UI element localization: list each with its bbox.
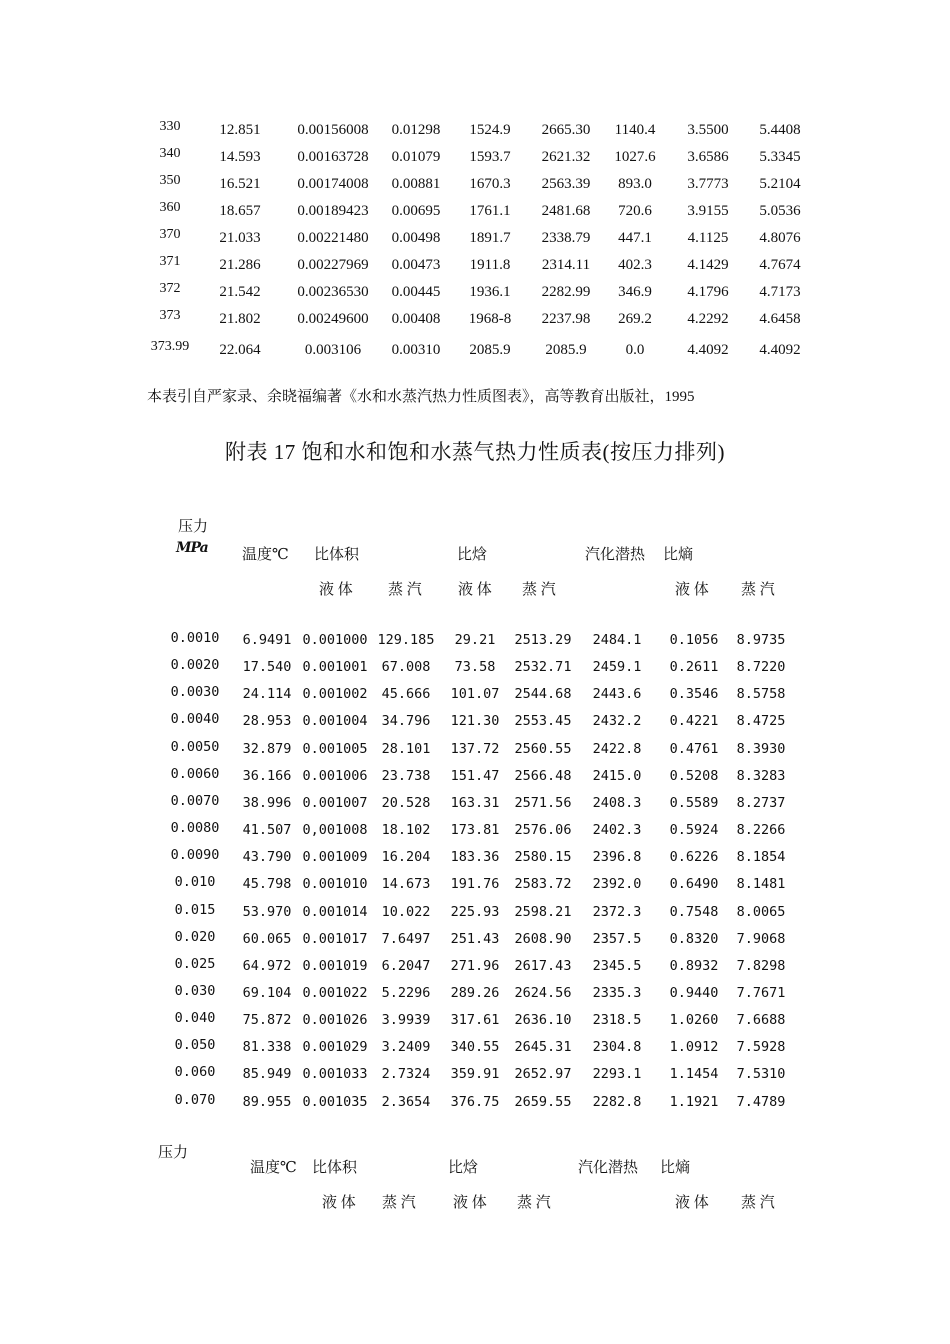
header-temperature: 温度℃	[242, 547, 289, 563]
cell-liquid-enthalpy: 271.96	[450, 958, 500, 974]
cell-pressure: 0.040	[174, 1010, 216, 1026]
cell-liquid-volume: 0.001022	[302, 985, 368, 1001]
cell-vapor-entropy: 8.3930	[736, 741, 786, 757]
cell-vapor-volume: 0.01079	[391, 149, 441, 165]
cell-liquid-entropy: 0.9440	[669, 985, 719, 1001]
cell-liquid-entropy: 0.5924	[669, 822, 719, 838]
cell-temperature: 360	[159, 200, 181, 215]
cell-vapor-volume: 5.2296	[381, 985, 431, 1001]
cell-vapor-volume: 0.00445	[391, 284, 441, 300]
cell-pressure: 0.0070	[170, 793, 220, 809]
cell-vapor-enthalpy: 2532.71	[514, 659, 572, 675]
header-entropy: 比熵	[660, 1160, 691, 1176]
cell-latent-heat: 2408.3	[592, 795, 642, 811]
cell-vapor-enthalpy: 2481.68	[541, 203, 591, 219]
cell-latent-heat: 0.0	[625, 342, 645, 358]
cell-pressure: 0.025	[174, 956, 216, 972]
cell-temperature: 75.872	[242, 1012, 292, 1028]
cell-vapor-entropy: 4.6458	[759, 311, 801, 327]
cell-temperature: 370	[159, 227, 181, 242]
cell-vapor-volume: 3.2409	[381, 1039, 431, 1055]
cell-liquid-enthalpy: 359.91	[450, 1066, 500, 1082]
cell-liquid-entropy: 0.7548	[669, 904, 719, 920]
cell-pressure: 16.521	[219, 176, 261, 192]
cell-pressure: 0.0010	[170, 630, 220, 646]
cell-liquid-volume: 0.001002	[302, 686, 368, 702]
cell-latent-heat: 2432.2	[592, 713, 642, 729]
cell-pressure: 12.851	[219, 122, 261, 138]
cell-liquid-entropy: 0.5208	[669, 768, 719, 784]
cell-latent-heat: 269.2	[618, 311, 652, 327]
table-title: 附表 17 饱和水和饱和水蒸气热力性质表(按压力排列)	[225, 440, 725, 464]
cell-vapor-entropy: 8.0065	[736, 904, 786, 920]
cell-liquid-enthalpy: 1593.7	[469, 149, 511, 165]
subheader-liquid-entropy: 液 体	[675, 1195, 709, 1211]
subheader-vapor-enthalpy: 蒸 汽	[517, 1195, 551, 1211]
cell-latent-heat: 2443.6	[592, 686, 642, 702]
cell-liquid-volume: 0.001035	[302, 1094, 368, 1110]
cell-latent-heat: 402.3	[618, 257, 652, 273]
table-row	[0, 849, 950, 876]
cell-temperature: 373.99	[150, 339, 190, 354]
cell-liquid-enthalpy: 73.58	[454, 659, 496, 675]
cell-vapor-volume: 7.6497	[381, 931, 431, 947]
cell-vapor-entropy: 4.4092	[759, 342, 801, 358]
cell-vapor-entropy: 7.9068	[736, 931, 786, 947]
cell-vapor-entropy: 5.3345	[759, 149, 801, 165]
table-row	[0, 146, 950, 176]
cell-pressure: 0.0050	[170, 739, 220, 755]
cell-liquid-entropy: 4.2292	[687, 311, 729, 327]
cell-temperature: 17.540	[242, 659, 292, 675]
cell-temperature: 6.9491	[242, 632, 292, 648]
cell-temperature: 64.972	[242, 958, 292, 974]
cell-liquid-volume: 0.001009	[302, 849, 368, 865]
cell-vapor-entropy: 8.2737	[736, 795, 786, 811]
cell-liquid-entropy: 4.1125	[687, 230, 729, 246]
cell-vapor-enthalpy: 2652.97	[514, 1066, 572, 1082]
cell-liquid-entropy: 0.4221	[669, 713, 719, 729]
table-row	[0, 1012, 950, 1039]
cell-liquid-entropy: 0.6226	[669, 849, 719, 865]
table-row	[0, 119, 950, 149]
cell-vapor-entropy: 7.8298	[736, 958, 786, 974]
cell-vapor-entropy: 5.0536	[759, 203, 801, 219]
cell-liquid-volume: 0.001033	[302, 1066, 368, 1082]
header-specific-volume: 比体积	[314, 547, 360, 563]
cell-pressure: 0.060	[174, 1064, 216, 1080]
cell-vapor-volume: 6.2047	[381, 958, 431, 974]
cell-liquid-enthalpy: 151.47	[450, 768, 500, 784]
cell-pressure: 0.010	[174, 874, 216, 890]
table-row	[0, 1039, 950, 1066]
cell-vapor-entropy: 8.1854	[736, 849, 786, 865]
cell-pressure: 0.0090	[170, 847, 220, 863]
cell-liquid-enthalpy: 317.61	[450, 1012, 500, 1028]
cell-vapor-entropy: 7.5928	[736, 1039, 786, 1055]
subheader-vapor-volume: 蒸 汽	[382, 1195, 416, 1211]
cell-vapor-entropy: 8.5758	[736, 686, 786, 702]
cell-vapor-entropy: 5.2104	[759, 176, 801, 192]
cell-temperature: 38.996	[242, 795, 292, 811]
cell-liquid-enthalpy: 1524.9	[469, 122, 511, 138]
cell-vapor-volume: 10.022	[381, 904, 431, 920]
cell-liquid-volume: 0.001007	[302, 795, 368, 811]
cell-liquid-entropy: 1.1921	[669, 1094, 719, 1110]
cell-liquid-enthalpy: 137.72	[450, 741, 500, 757]
cell-pressure: 0.0080	[170, 820, 220, 836]
cell-vapor-enthalpy: 2659.55	[514, 1094, 572, 1110]
table-row	[0, 686, 950, 713]
cell-pressure: 21.802	[219, 311, 261, 327]
cell-vapor-entropy: 8.2266	[736, 822, 786, 838]
cell-vapor-enthalpy: 2583.72	[514, 876, 572, 892]
cell-vapor-enthalpy: 2544.68	[514, 686, 572, 702]
cell-vapor-volume: 67.008	[381, 659, 431, 675]
cell-vapor-entropy: 8.7220	[736, 659, 786, 675]
cell-vapor-entropy: 7.6688	[736, 1012, 786, 1028]
cell-vapor-volume: 3.9939	[381, 1012, 431, 1028]
cell-temperature: 69.104	[242, 985, 292, 1001]
subheader-liquid-volume: 液 体	[319, 582, 353, 598]
cell-temperature: 89.955	[242, 1094, 292, 1110]
cell-liquid-entropy: 0.4761	[669, 741, 719, 757]
cell-liquid-entropy: 0.1056	[669, 632, 719, 648]
cell-vapor-entropy: 4.7674	[759, 257, 801, 273]
table-row	[0, 173, 950, 203]
cell-latent-heat: 1140.4	[614, 122, 656, 138]
cell-latent-heat: 720.6	[618, 203, 652, 219]
cell-pressure: 0.015	[174, 902, 216, 918]
cell-pressure: 0.0040	[170, 711, 220, 727]
cell-temperature: 45.798	[242, 876, 292, 892]
cell-pressure: 21.286	[219, 257, 261, 273]
cell-liquid-enthalpy: 191.76	[450, 876, 500, 892]
cell-vapor-entropy: 7.4789	[736, 1094, 786, 1110]
cell-liquid-volume: 0,001008	[302, 822, 368, 838]
cell-liquid-entropy: 3.5500	[687, 122, 729, 138]
table-row	[0, 958, 950, 985]
cell-temperature: 24.114	[242, 686, 292, 702]
cell-latent-heat: 2318.5	[592, 1012, 642, 1028]
cell-liquid-volume: 0.00249600	[297, 311, 369, 327]
cell-vapor-enthalpy: 2645.31	[514, 1039, 572, 1055]
table-row	[0, 931, 950, 958]
cell-vapor-entropy: 7.7671	[736, 985, 786, 1001]
cell-liquid-enthalpy: 340.55	[450, 1039, 500, 1055]
cell-liquid-volume: 0.00189423	[297, 203, 369, 219]
cell-liquid-enthalpy: 376.75	[450, 1094, 500, 1110]
cell-latent-heat: 2422.8	[592, 741, 642, 757]
cell-vapor-enthalpy: 2085.9	[545, 342, 587, 358]
cell-liquid-enthalpy: 29.21	[454, 632, 496, 648]
cell-vapor-volume: 0.00473	[391, 257, 441, 273]
cell-vapor-volume: 0.01298	[391, 122, 441, 138]
cell-temperature: 53.970	[242, 904, 292, 920]
subheader-liquid-volume: 液 体	[322, 1195, 356, 1211]
cell-liquid-entropy: 3.7773	[687, 176, 729, 192]
cell-vapor-volume: 0.00408	[391, 311, 441, 327]
cell-liquid-volume: 0.00163728	[297, 149, 369, 165]
cell-vapor-volume: 0.00498	[391, 230, 441, 246]
cell-temperature: 81.338	[242, 1039, 292, 1055]
cell-vapor-enthalpy: 2237.98	[541, 311, 591, 327]
cell-liquid-enthalpy: 289.26	[450, 985, 500, 1001]
cell-latent-heat: 2402.3	[592, 822, 642, 838]
cell-temperature: 373	[159, 308, 181, 323]
cell-liquid-enthalpy: 1968-8	[468, 311, 512, 327]
cell-liquid-volume: 0.00236530	[297, 284, 369, 300]
cell-liquid-volume: 0.001001	[302, 659, 368, 675]
cell-vapor-volume: 2.3654	[381, 1094, 431, 1110]
cell-temperature: 340	[159, 146, 181, 161]
cell-vapor-entropy: 8.9735	[736, 632, 786, 648]
cell-pressure: 22.064	[219, 342, 261, 358]
cell-liquid-enthalpy: 2085.9	[469, 342, 511, 358]
header-temperature: 温度℃	[250, 1160, 297, 1176]
cell-latent-heat: 2282.8	[592, 1094, 642, 1110]
cell-vapor-entropy: 8.3283	[736, 768, 786, 784]
cell-latent-heat: 2459.1	[592, 659, 642, 675]
table-row	[0, 308, 950, 338]
cell-latent-heat: 346.9	[618, 284, 652, 300]
cell-vapor-enthalpy: 2621.32	[541, 149, 591, 165]
cell-latent-heat: 2392.0	[592, 876, 642, 892]
cell-liquid-enthalpy: 1936.1	[469, 284, 511, 300]
cell-vapor-volume: 0.00310	[391, 342, 441, 358]
cell-pressure: 21.542	[219, 284, 261, 300]
cell-vapor-volume: 129.185	[377, 632, 435, 648]
cell-liquid-enthalpy: 225.93	[450, 904, 500, 920]
cell-temperature: 36.166	[242, 768, 292, 784]
cell-latent-heat: 2372.3	[592, 904, 642, 920]
cell-liquid-volume: 0.001026	[302, 1012, 368, 1028]
cell-vapor-enthalpy: 2314.11	[541, 257, 591, 273]
table-row	[0, 985, 950, 1012]
cell-pressure: 0.030	[174, 983, 216, 999]
header-specific-volume: 比体积	[312, 1160, 358, 1176]
header-latent-heat: 汽化潜热	[585, 547, 646, 563]
cell-vapor-volume: 28.101	[381, 741, 431, 757]
cell-latent-heat: 2415.0	[592, 768, 642, 784]
cell-liquid-entropy: 0.8932	[669, 958, 719, 974]
header-pressure: 压力	[158, 1145, 189, 1161]
cell-liquid-entropy: 3.9155	[687, 203, 729, 219]
header-pressure: 压力	[178, 519, 209, 535]
cell-vapor-volume: 14.673	[381, 876, 431, 892]
table-row	[0, 339, 950, 369]
cell-pressure: 18.657	[219, 203, 261, 219]
cell-liquid-entropy: 1.0260	[669, 1012, 719, 1028]
cell-liquid-enthalpy: 1761.1	[469, 203, 511, 219]
cell-liquid-entropy: 4.1429	[687, 257, 729, 273]
cell-vapor-entropy: 8.4725	[736, 713, 786, 729]
cell-liquid-volume: 0.001000	[302, 632, 368, 648]
cell-liquid-enthalpy: 121.30	[450, 713, 500, 729]
cell-vapor-volume: 18.102	[381, 822, 431, 838]
source-note: 本表引自严家录、余晓福编著《水和水蒸汽热力性质图表》，高等教育出版社，1995	[147, 389, 695, 405]
subheader-liquid-entropy: 液 体	[675, 582, 709, 598]
cell-temperature: 28.953	[242, 713, 292, 729]
cell-liquid-enthalpy: 1911.8	[469, 257, 511, 273]
cell-vapor-enthalpy: 2580.15	[514, 849, 572, 865]
table-row	[0, 281, 950, 311]
cell-liquid-entropy: 0.6490	[669, 876, 719, 892]
cell-vapor-entropy: 8.1481	[736, 876, 786, 892]
cell-temperature: 41.507	[242, 822, 292, 838]
cell-vapor-enthalpy: 2636.10	[514, 1012, 572, 1028]
cell-vapor-enthalpy: 2560.55	[514, 741, 572, 757]
cell-temperature: 330	[159, 119, 181, 134]
cell-vapor-entropy: 5.4408	[759, 122, 801, 138]
cell-liquid-enthalpy: 251.43	[450, 931, 500, 947]
cell-liquid-entropy: 1.1454	[669, 1066, 719, 1082]
table-row	[0, 768, 950, 795]
cell-liquid-enthalpy: 101.07	[450, 686, 500, 702]
cell-liquid-volume: 0.001014	[302, 904, 368, 920]
cell-latent-heat: 2345.5	[592, 958, 642, 974]
table-row	[0, 795, 950, 822]
cell-liquid-entropy: 1.0912	[669, 1039, 719, 1055]
cell-liquid-enthalpy: 1670.3	[469, 176, 511, 192]
table-row	[0, 632, 950, 659]
cell-liquid-volume: 0.001017	[302, 931, 368, 947]
cell-temperature: 350	[159, 173, 181, 188]
header-entropy: 比熵	[663, 547, 694, 563]
cell-liquid-enthalpy: 173.81	[450, 822, 500, 838]
table-row	[0, 254, 950, 284]
cell-vapor-enthalpy: 2282.99	[541, 284, 591, 300]
table-row	[0, 741, 950, 768]
cell-temperature: 372	[159, 281, 181, 296]
cell-vapor-enthalpy: 2566.48	[514, 768, 572, 784]
cell-latent-heat: 447.1	[618, 230, 652, 246]
table-row	[0, 713, 950, 740]
cell-vapor-volume: 20.528	[381, 795, 431, 811]
cell-vapor-enthalpy: 2576.06	[514, 822, 572, 838]
cell-liquid-entropy: 0.2611	[669, 659, 719, 675]
table-row	[0, 1066, 950, 1093]
cell-vapor-enthalpy: 2563.39	[541, 176, 591, 192]
cell-latent-heat: 2484.1	[592, 632, 642, 648]
cell-liquid-volume: 0.003106	[304, 342, 362, 358]
cell-latent-heat: 2357.5	[592, 931, 642, 947]
cell-liquid-enthalpy: 183.36	[450, 849, 500, 865]
subheader-vapor-entropy: 蒸 汽	[741, 582, 775, 598]
subheader-liquid-enthalpy: 液 体	[453, 1195, 487, 1211]
cell-latent-heat: 2293.1	[592, 1066, 642, 1082]
cell-pressure: 0.070	[174, 1092, 216, 1108]
cell-liquid-volume: 0.001029	[302, 1039, 368, 1055]
cell-vapor-volume: 16.204	[381, 849, 431, 865]
cell-vapor-enthalpy: 2665.30	[541, 122, 591, 138]
cell-vapor-volume: 34.796	[381, 713, 431, 729]
cell-vapor-volume: 0.00881	[391, 176, 441, 192]
cell-vapor-enthalpy: 2513.29	[514, 632, 572, 648]
cell-pressure: 0.0020	[170, 657, 220, 673]
header-unit-mpa: MPa	[176, 540, 208, 556]
cell-latent-heat: 1027.6	[614, 149, 656, 165]
cell-liquid-entropy: 0.5589	[669, 795, 719, 811]
cell-vapor-enthalpy: 2553.45	[514, 713, 572, 729]
cell-latent-heat: 2396.8	[592, 849, 642, 865]
cell-vapor-enthalpy: 2617.43	[514, 958, 572, 974]
cell-temperature: 43.790	[242, 849, 292, 865]
cell-vapor-enthalpy: 2571.56	[514, 795, 572, 811]
cell-liquid-volume: 0.001006	[302, 768, 368, 784]
subheader-vapor-volume: 蒸 汽	[388, 582, 422, 598]
cell-liquid-volume: 0.001019	[302, 958, 368, 974]
cell-liquid-volume: 0.00221480	[297, 230, 369, 246]
cell-liquid-entropy: 4.1796	[687, 284, 729, 300]
cell-vapor-entropy: 7.5310	[736, 1066, 786, 1082]
cell-pressure: 0.0060	[170, 766, 220, 782]
cell-vapor-enthalpy: 2598.21	[514, 904, 572, 920]
table-row	[0, 200, 950, 230]
cell-latent-heat: 2304.8	[592, 1039, 642, 1055]
subheader-liquid-enthalpy: 液 体	[458, 582, 492, 598]
cell-vapor-entropy: 4.8076	[759, 230, 801, 246]
cell-vapor-volume: 45.666	[381, 686, 431, 702]
cell-vapor-volume: 0.00695	[391, 203, 441, 219]
cell-liquid-volume: 0.00156008	[297, 122, 369, 138]
cell-pressure: 0.050	[174, 1037, 216, 1053]
cell-pressure: 21.033	[219, 230, 261, 246]
cell-temperature: 85.949	[242, 1066, 292, 1082]
cell-liquid-volume: 0.00174008	[297, 176, 369, 192]
table-row	[0, 1094, 950, 1121]
table-row	[0, 822, 950, 849]
cell-temperature: 32.879	[242, 741, 292, 757]
cell-vapor-volume: 23.738	[381, 768, 431, 784]
cell-latent-heat: 893.0	[618, 176, 652, 192]
cell-vapor-volume: 2.7324	[381, 1066, 431, 1082]
cell-vapor-enthalpy: 2624.56	[514, 985, 572, 1001]
cell-temperature: 60.065	[242, 931, 292, 947]
cell-vapor-entropy: 4.7173	[759, 284, 801, 300]
header-latent-heat: 汽化潜热	[578, 1160, 639, 1176]
cell-vapor-enthalpy: 2338.79	[541, 230, 591, 246]
cell-pressure: 0.020	[174, 929, 216, 945]
cell-liquid-entropy: 4.4092	[687, 342, 729, 358]
cell-liquid-volume: 0.001005	[302, 741, 368, 757]
header-enthalpy: 比焓	[448, 1160, 479, 1176]
table-row	[0, 904, 950, 931]
table-row	[0, 227, 950, 257]
cell-liquid-enthalpy: 163.31	[450, 795, 500, 811]
cell-liquid-entropy: 3.6586	[687, 149, 729, 165]
header-enthalpy: 比焓	[457, 547, 488, 563]
cell-liquid-enthalpy: 1891.7	[469, 230, 511, 246]
subheader-vapor-entropy: 蒸 汽	[741, 1195, 775, 1211]
table-row	[0, 659, 950, 686]
cell-latent-heat: 2335.3	[592, 985, 642, 1001]
cell-liquid-entropy: 0.3546	[669, 686, 719, 702]
cell-pressure: 0.0030	[170, 684, 220, 700]
cell-liquid-volume: 0.001010	[302, 876, 368, 892]
cell-vapor-enthalpy: 2608.90	[514, 931, 572, 947]
cell-temperature: 371	[159, 254, 181, 269]
cell-liquid-volume: 0.00227969	[297, 257, 369, 273]
cell-liquid-volume: 0.001004	[302, 713, 368, 729]
subheader-vapor-enthalpy: 蒸 汽	[522, 582, 556, 598]
cell-liquid-entropy: 0.8320	[669, 931, 719, 947]
cell-pressure: 14.593	[219, 149, 261, 165]
table-row	[0, 876, 950, 903]
